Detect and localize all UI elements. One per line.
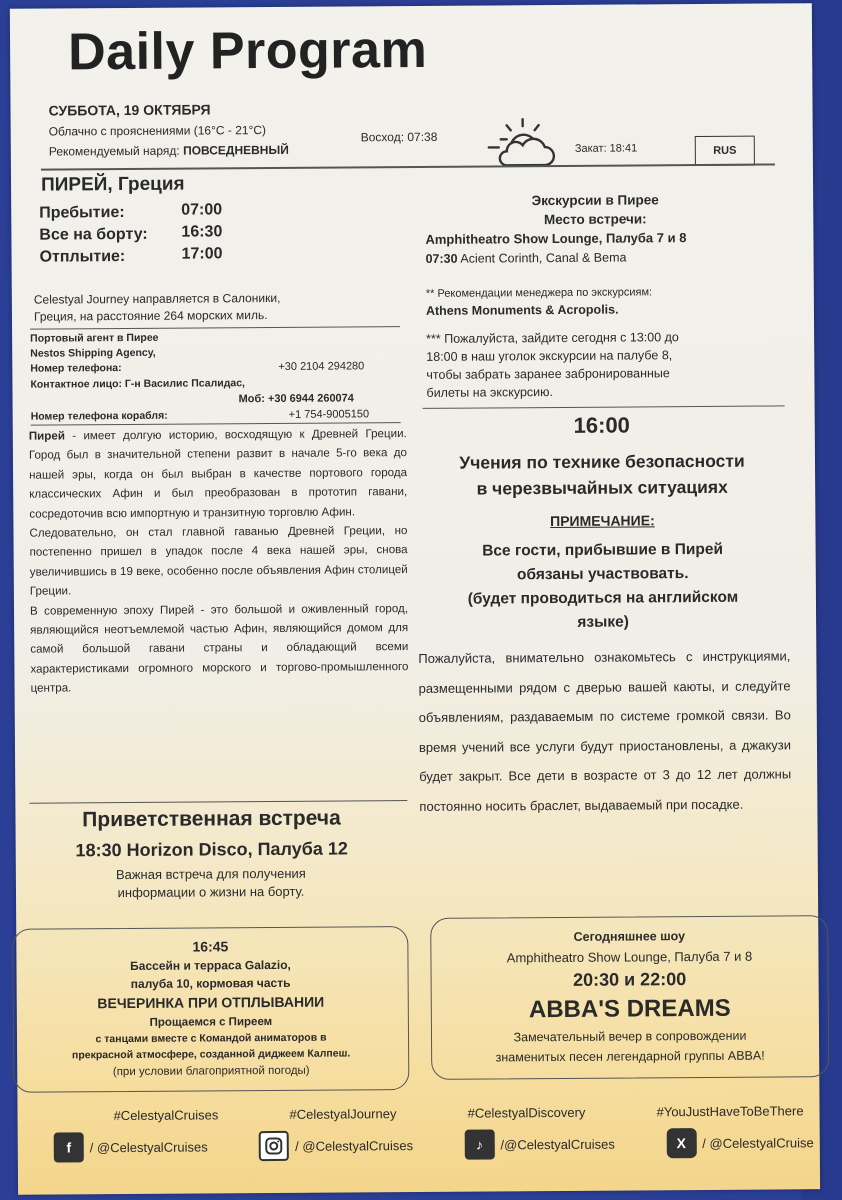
facebook-link[interactable] (54, 1131, 208, 1162)
excursion-time: 07:30 (425, 251, 458, 266)
excursions-title: Экскурсии в Пирее (531, 192, 659, 209)
facebook-handle: / @CelestyalCruises (89, 1138, 208, 1155)
arrival-label: Пребытие: (39, 204, 125, 222)
ship-phone-value: +1 754-9005150 (288, 408, 370, 421)
party-desc-line-2: с танцами вместе с Командой аниматоров в (95, 1031, 327, 1046)
show-label: Сегодняшнее шоу (573, 929, 686, 944)
party-name: ВЕЧЕРИНКА ПРИ ОТПЛЫВАНИИ (97, 993, 325, 1012)
phone-label: Номер телефона: (30, 362, 122, 375)
drill-note-line-1: Все гости, прибывшие в Пирей (482, 540, 724, 560)
route-line-2: Греция, на расстояние 264 морских миль. (33, 308, 268, 324)
show-name: ABBA'S DREAMS (528, 994, 731, 1024)
sailaway-party-box (12, 926, 409, 1093)
welcome-meeting-note (56, 864, 366, 902)
hashtag[interactable]: #CelestyalCruises (113, 1107, 219, 1124)
x-link[interactable] (666, 1127, 814, 1158)
all-aboard-time: 16:30 (181, 223, 223, 241)
party-condition: (при условии благоприятной погоды) (112, 1064, 310, 1079)
dress-code-value: ПОВСЕДНЕВНЫЙ (183, 142, 289, 158)
history-paragraph-3: В современную эпоху Пирей - это большой и оживленный город, являющийся неотъемлемой частью Афин, являющийся домом для самой большой гавани страны и обладающий всеми характеристиками огромного морского и торгово-промышленного центра. (29, 601, 409, 695)
x-icon: X (666, 1128, 696, 1158)
instagram-icon (259, 1131, 289, 1161)
party-place-line-1: Бассейн и терраса Galazio, (130, 957, 291, 973)
language-button[interactable]: RUS (695, 136, 755, 166)
route-line-1: Celestyal Journey направляется в Салоники, (33, 290, 281, 307)
ship-phone-label: Номер телефона корабля: (30, 409, 168, 423)
history-lead: Пирей (28, 429, 65, 443)
facebook-icon: f (54, 1132, 84, 1162)
departure-label: Отплытие: (39, 248, 126, 266)
drill-note-label: ПРИМЕЧАНИЕ: (550, 512, 655, 530)
drill-note (418, 537, 789, 636)
daily-program-sheet (10, 3, 820, 1195)
partly-cloudy-icon (487, 117, 557, 171)
drill-title (417, 447, 787, 502)
welcome-note-line: информации о жизни на борту. (117, 883, 305, 901)
desk-line-1: *** Пожалуйста, зайдите сегодня с 13:00 до (426, 330, 679, 346)
manager-reco-value: Athens Monuments & Acropolis. (425, 302, 619, 318)
all-aboard-label: Все на борту: (39, 225, 148, 244)
hashtags (113, 1103, 803, 1123)
contact-label: Контактное лицо: Г-н Василис Псалидас, (30, 377, 245, 391)
manager-reco-label: ** Рекомендации менеджера по экскурсиям: (425, 286, 653, 300)
instagram-handle: / @CelestyalCruises (295, 1137, 414, 1154)
port-history-text (29, 424, 409, 698)
tiktok-handle: /@CelestyalCruises (500, 1136, 615, 1152)
welcome-note-line: Важная встреча для получения (115, 865, 306, 883)
history-paragraph-1: - имеет долгую историю, восходящую к Древней Греции. Город был в значительной степени развит в начале 5-го века до нашей эры, когда он был выбран в качестве портового города классических Афин и был преобразован в прототип гавани, сосредоточив всю импортную и транзитную торговлю Афин. (28, 427, 408, 521)
divider (30, 326, 400, 330)
contact-mobile: Моб: +30 6944 260074 (238, 392, 354, 406)
sunrise-time: Восход: 07:38 (360, 129, 438, 145)
date: СУББОТА, 19 ОКТЯБРЯ (48, 101, 211, 119)
history-paragraph-2: Следовательно, он стал главной гаванью Древней Греции, но постепенно пришел в упадок после 4 века нашей эры, снова увеличившись в 19 веке, особенно после объявления Афин столицей Греции. (29, 524, 408, 598)
show-venue: Amphitheatro Show Lounge, Палуба 7 и 8 (506, 948, 753, 966)
hashtag[interactable]: #YouJustHaveToBeThere (656, 1103, 804, 1120)
drill-title-line-1: Учения по технике безопасности (459, 450, 745, 473)
weather: Облачно с прояснениями (16°C - 21°C) (48, 123, 267, 139)
port-agent-name: Nestos Shipping Agency, (30, 346, 156, 360)
divider (423, 405, 785, 409)
port-agent-label: Портовый агент в Пирее (30, 331, 159, 345)
drill-note-line-3: (будет проводиться на английском (467, 588, 739, 608)
party-desc-line-1: Прощаемся с Пиреем (149, 1016, 273, 1029)
header-divider (41, 163, 775, 170)
dress-code-label: Рекомендуемый наряд: (48, 143, 180, 159)
drill-time: 16:00 (573, 412, 630, 438)
welcome-meeting-time-place: 18:30 Horizon Disco, Палуба 12 (75, 838, 348, 861)
sunset-time: Закат: 18:41 (574, 142, 638, 155)
hashtag[interactable]: #CelestyalJourney (289, 1106, 397, 1122)
welcome-meeting-title: Приветственная встреча (82, 806, 341, 832)
arrival-time: 07:00 (181, 201, 223, 219)
desk-line-2: 18:00 в наш уголок экскурсии на палубе 8, (426, 348, 673, 364)
excursions-venue: Amphitheatro Show Lounge, Палуба 7 и 8 (425, 230, 687, 247)
divider (29, 800, 407, 804)
x-handle: / @CelestyalCruise (702, 1134, 814, 1151)
tiktok-icon: ♪ (464, 1129, 494, 1159)
drill-instructions: Пожалуйста, внимательно ознакомьтесь с инструкциями, размещенными рядом с дверью вашей каюты, и следуйте объявлениям, раздаваемым по системе громкой связи. Во время учений все услуги будут приостановлены, а джакузи будет закрыт. Все дети в возрасте от 3 до 12 лет должны постоянно носить браслет, выдаваемый при посадке. (418, 648, 792, 814)
show-desc-line-2: знаменитых песен легендарной группы ABBA! (495, 1048, 765, 1065)
show-times: 20:30 и 22:00 (572, 969, 687, 990)
drill-note-line-2: обязаны участвовать. (516, 565, 689, 584)
excursion-entry (426, 251, 627, 266)
phone-value: +30 2104 294280 (278, 360, 365, 373)
party-time: 16:45 (192, 938, 229, 955)
social-links (54, 1127, 814, 1162)
desk-line-3: чтобы забрать заранее забронированные (426, 366, 670, 382)
dress-code (49, 143, 289, 159)
instagram-link[interactable] (259, 1130, 413, 1161)
desk-line-4: билеты на экскурсию. (426, 385, 554, 400)
party-place-line-2: палуба 10, кормовая часть (130, 975, 291, 991)
tiktok-link[interactable] (464, 1129, 615, 1160)
show-desc-line-1: Замечательный вечер в сопровождении (513, 1028, 747, 1045)
departure-time: 17:00 (181, 245, 223, 263)
tonight-show-box (430, 915, 829, 1080)
drill-note-line-4: языке) (577, 613, 629, 631)
hashtag[interactable]: #CelestyalDiscovery (467, 1104, 586, 1121)
meeting-point-label: Место встречи: (543, 211, 647, 228)
party-desc-line-3: прекрасной атмосфере, созданной диджеем Калпеш. (71, 1047, 351, 1062)
page-title: Daily Program (67, 20, 428, 82)
drill-title-line-2: в черезвычайных ситуациях (476, 476, 728, 499)
excursion-tour: Acient Corinth, Canal & Bema (460, 250, 627, 266)
port-name: ПИРЕЙ, Греция (40, 173, 185, 196)
